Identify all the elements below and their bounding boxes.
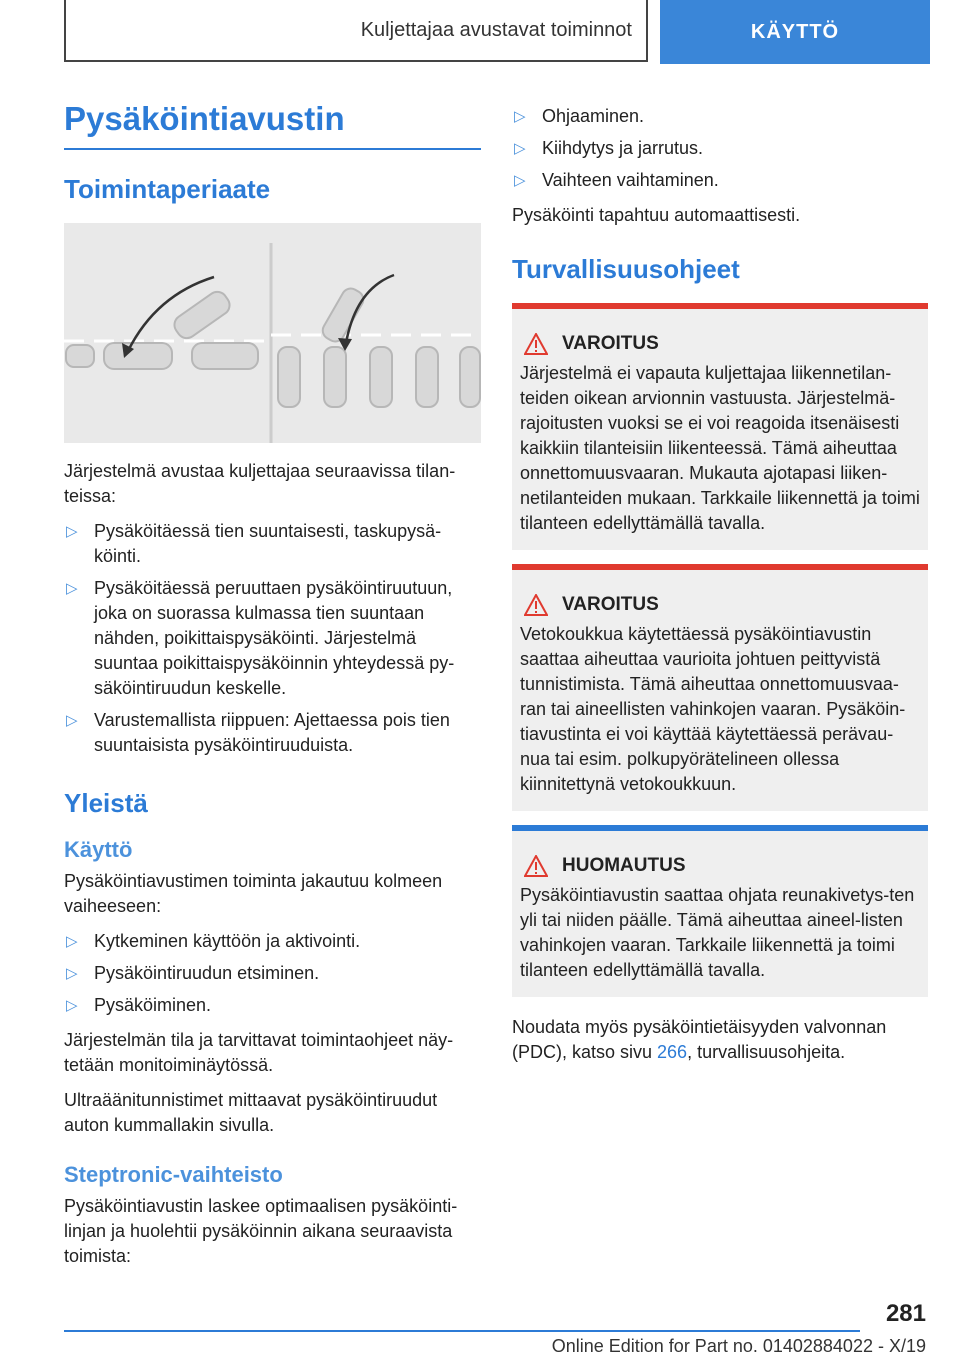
list-item: ▷ Pysäköiminen. xyxy=(64,993,481,1018)
status-text: Järjestelmän tila ja tarvittavat toimintaohjeet näy-tetään monitoiminäytössä. xyxy=(64,1030,454,1075)
list-item: ▷ Kiihdytys ja jarrutus. xyxy=(512,136,928,161)
chapter-tab[interactable]: KÄYTTÖ xyxy=(660,0,930,64)
list-item: ▷ Ohjaaminen. xyxy=(512,104,928,129)
notice-text: Pysäköintiavustin saattaa ohjata reunakivetys-ten yli tai niiden päälle. Tämä aiheuttaa aineel-listen vahinkojen vaaran. Tarkkaile liikennettä ja toimi tilanteen edellyttämällä tavalla. xyxy=(520,885,915,980)
page-link[interactable]: 266 xyxy=(657,1042,688,1062)
right-column xyxy=(512,100,928,1075)
list-item: ▷ Pysäköitäessä tien suuntaisesti, taskupysä-köinti. xyxy=(66,521,442,566)
list-item: ▷ Kytkeminen käyttöön ja aktivointi. xyxy=(64,929,481,954)
pdc-text: Noudata myös pysäköintietäisyyden valvonnan (PDC), katso sivu 266, turvallisuusohjeita. xyxy=(512,1017,887,1062)
warning-triangle-icon xyxy=(524,594,548,616)
page-title: Pysäköintiavustin xyxy=(64,100,481,150)
actions-list xyxy=(512,104,928,193)
heading-steptronic: Steptronic-vaihteisto xyxy=(64,1162,283,1187)
triangle-bullet-icon: ▷ xyxy=(514,172,526,189)
notice-title: HUOMAUTUS xyxy=(562,855,686,876)
edition-text: Online Edition for Part no. 01402884022 - X/19 xyxy=(551,1336,926,1356)
heading-use: Käyttö xyxy=(64,837,133,862)
triangle-bullet-icon: ▷ xyxy=(66,933,78,950)
heading-general: Yleistä xyxy=(64,788,148,818)
footer-divider xyxy=(64,1330,860,1332)
list-item: ▷ Pysäköintiruudun etsiminen. xyxy=(64,961,481,986)
triangle-bullet-icon: ▷ xyxy=(66,580,78,597)
triangle-bullet-icon: ▷ xyxy=(514,140,526,157)
triangle-bullet-icon: ▷ xyxy=(514,108,526,125)
section-title: Kuljettajaa avustavat toiminnot xyxy=(64,0,648,62)
triangle-bullet-icon: ▷ xyxy=(66,997,78,1014)
warning-box xyxy=(512,564,928,811)
notice-text: Vetokoukkua käytettäessä pysäköintiavustin saattaa aiheuttaa vaurioita johtuen peittyvistä tunnistimista. Tämä aiheuttaa onnettomuusvaa-ran tai aineellisten vahinkojen vaaran. Pysäköin-tiavustinta ei voi käyttää käytettäessä perävau-nua tai esim. polkupyörätelineen ollessa kiinnitettynä vetokoukkuun. xyxy=(520,624,906,794)
list-item: ▷ Varustemallista riippuen: Ajettaessa pois tien suuntaisista pysäköintiruuduista. xyxy=(66,710,450,755)
auto-text: Pysäköinti tapahtuu automaattisesti. xyxy=(512,205,801,225)
notice-title: VAROITUS xyxy=(562,594,659,615)
intro-text: Järjestelmä avustaa kuljettajaa seuraavissa tilan-teissa: xyxy=(64,461,456,506)
parking-illustration xyxy=(64,223,481,443)
page-header xyxy=(64,0,930,64)
triangle-bullet-icon: ▷ xyxy=(66,523,78,540)
heading-principle: Toimintaperiaate xyxy=(64,174,271,204)
notice-text: Järjestelmä ei vapauta kuljettajaa liikennetilan-teiden oikean arvionnin vastuusta. Järjestelmä-rajoitusten vuoksi se ei voi reagoida itsenäisesti kaikkiin tilanteisiin liikenteessä. Tämä aiheuttaa onnettomuusvaaran. Mukauta ajotapasi liiken-netilanteiden mukaan. Tarkkaile liikennettä ja toimi tilanteen edellyttämällä tavalla. xyxy=(520,363,920,533)
page-number: 281 xyxy=(885,1300,926,1327)
phases-list xyxy=(64,929,481,1018)
situation-list xyxy=(64,519,481,758)
caution-triangle-icon xyxy=(524,855,548,877)
notice-title: VAROITUS xyxy=(562,333,659,354)
steptronic-text: Pysäköintiavustin laskee optimaalisen pysäköinti-linjan ja huolehtii pysäköinnin aikana seuraavista toimista: xyxy=(64,1196,458,1266)
heading-safety: Turvallisuusohjeet xyxy=(512,254,740,284)
triangle-bullet-icon: ▷ xyxy=(66,712,78,729)
sensors-text: Ultraäänitunnistimet mittaavat pysäköintiruudut auton kummallakin sivulla. xyxy=(64,1090,438,1135)
triangle-bullet-icon: ▷ xyxy=(66,965,78,982)
left-column xyxy=(64,100,481,1279)
phases-text: Pysäköintiavustimen toiminta jakautuu kolmeen vaiheeseen: xyxy=(64,871,443,916)
list-item: ▷ Pysäköitäessä peruuttaen pysäköintiruutuun, joka on suorassa kulmassa tien suuntaan nähden, poikittaispysäköinti. Järjestelmä suuntaa poikittaispysäköinnin yhteydessä py-säköintiruudun keskelle. xyxy=(66,578,455,698)
warning-triangle-icon xyxy=(524,333,548,355)
list-item: ▷ Vaihteen vaihtaminen. xyxy=(512,168,928,193)
caution-box xyxy=(512,825,928,997)
warning-box xyxy=(512,303,928,550)
